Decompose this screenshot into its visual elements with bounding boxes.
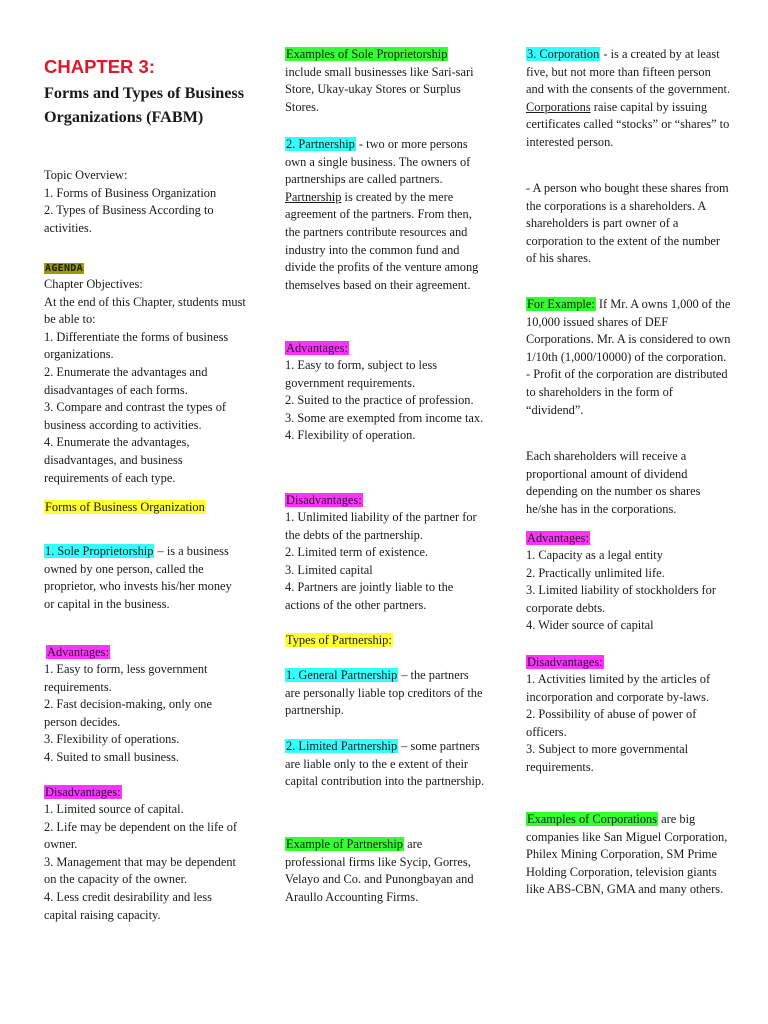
corporation-definition	[526, 46, 731, 152]
sole-advantages-label	[46, 643, 110, 662]
list-item: 2. Limited term of existence.	[285, 545, 429, 560]
partnership-disadvantages-label	[285, 491, 363, 510]
corporation-examples	[526, 811, 731, 899]
chapter-heading: CHAPTER 3:	[44, 56, 156, 77]
sole-examples-label: Examples of Sole Proprietorship	[286, 47, 448, 61]
advantages-label: Advantages:	[527, 531, 589, 545]
list-item: 3. Management that may be dependent on the capacity of the owner.	[44, 854, 236, 887]
types-of-partnership-label: Types of Partnership:	[286, 633, 392, 647]
topic-overview	[44, 167, 249, 237]
dividend-text: Each shareholders will receive a proportional amount of dividend depending on the number os shares he/she has in the corporations.	[526, 449, 701, 516]
sole-proprietorship-text: – is a business owned by one person, called the proprietor, who invests his/her money or capital in the business.	[44, 544, 232, 611]
objective-item: 2. Enumerate the advantages and disadvantages of each forms.	[44, 364, 208, 397]
forms-heading-text: Forms of Business Organization	[45, 500, 205, 514]
document-title: Forms and Types of Business Organizations (FABM)	[44, 84, 244, 126]
corporation-examples-label: Examples of Corporations	[527, 812, 658, 826]
advantages-label: Advantages:	[47, 645, 109, 659]
partnership-example-label: Example of Partnership	[286, 837, 403, 851]
corporation-text: - is a created by at least five, but not more than fifteen person and with the consents of the government.	[526, 47, 731, 97]
partnership-advantages-list	[285, 357, 485, 445]
agenda-text: AGENDA	[45, 263, 83, 274]
limited-partnership-label: 2. Limited Partnership	[286, 739, 398, 753]
disadvantages-label: Disadvantages:	[45, 785, 121, 799]
partnership-example	[285, 836, 485, 906]
general-partnership-label: 1. General Partnership	[286, 668, 398, 682]
types-of-partnership-heading	[285, 631, 393, 650]
list-item: 2. Suited to the practice of profession.	[285, 393, 474, 408]
sole-examples	[285, 46, 485, 116]
list-item: 1. Limited source of capital.	[44, 802, 184, 816]
corporation-example	[526, 296, 731, 419]
partnership-disadvantages-list	[285, 509, 485, 615]
corporations-word: Corporations	[526, 99, 591, 114]
limited-partnership-text: – some partners are liable only to the e extent of their capital contribution into the partnership.	[285, 739, 485, 789]
list-item: 4. Suited to small business.	[44, 749, 179, 764]
sole-proprietorship-definition	[44, 543, 244, 613]
list-item: 2. Possibility of abuse of power of officers.	[526, 707, 697, 739]
sole-examples-text: include small businesses like Sari-sari Store, Ukay-ukay Stores or Surplus Stores.	[285, 64, 474, 114]
partnership-definition	[285, 136, 485, 294]
sole-disadvantages-label	[44, 783, 122, 802]
list-item: 4. Wider source of capital	[526, 618, 654, 633]
corporation-disadvantages-label	[526, 653, 604, 672]
list-item: 2. Life may be dependent on the life of owner.	[44, 819, 238, 852]
corporation-advantages-list	[526, 547, 731, 635]
partnership-example-text: are professional firms like Sycip, Gorres, Velayo and Co. and Punongbayan and Araullo Accounting Firms.	[285, 837, 474, 904]
topic-overview-heading: Topic Overview:	[44, 168, 128, 182]
partnership-label: 2. Partnership	[286, 137, 355, 151]
shareholder-paragraph	[526, 180, 731, 268]
list-item: 3. Subject to more governmental requirements.	[526, 742, 689, 774]
corporation-advantages-label	[526, 529, 590, 548]
corporation-text-continued: raise capital by issuing certificates called “stocks” or “shares” to interested person.	[526, 99, 730, 149]
corporation-example-text: If Mr. A owns 1,000 of the 10,000 issued shares of DEF Corporations. Mr. A is considered to own 1/10th (1,000/10000) of the corporation.	[526, 297, 731, 364]
partnership-advantages-label	[285, 339, 349, 358]
topic-overview-item: 2. Types of Business According to activities.	[44, 203, 214, 235]
sole-proprietorship-label: 1. Sole Proprietorship	[45, 544, 154, 558]
disadvantages-label: Disadvantages:	[527, 655, 603, 669]
list-item: 1. Easy to form, subject to less government requirements.	[285, 358, 438, 390]
agenda-label	[44, 258, 84, 276]
corporation-label: 3. Corporation	[527, 47, 600, 61]
limited-partnership	[285, 738, 485, 791]
list-item: 2. Fast decision-making, only one person decides.	[44, 697, 212, 729]
list-item: 3. Some are exempted from income tax.	[285, 410, 484, 425]
list-item: 1. Unlimited liability of the partner for the debts of the partnership.	[285, 510, 477, 542]
list-item: 1. Capacity as a legal entity	[526, 548, 663, 562]
sole-disadvantages-list	[44, 801, 244, 924]
objective-item: 1. Differentiate the forms of business organizations.	[44, 329, 229, 362]
list-item: 3. Limited liability of stockholders for corporate debts.	[526, 583, 716, 615]
partnership-text-continued: is created by the mere agreement of the partners. From then, the partners contribute resources and industry into the common fund and divide the profits of the venture among themselves based on their agreement.	[285, 189, 479, 292]
objectives-intro: At the end of this Chapter, students must be able to:	[44, 294, 246, 327]
objectives-heading: Chapter Objectives:	[44, 277, 143, 291]
list-item: 3. Limited capital	[285, 562, 373, 577]
profit-text: - Profit of the corporation are distributed to shareholders in the form of “dividend”.	[526, 367, 728, 417]
list-item: 4. Flexibility of operation.	[285, 428, 416, 443]
general-partnership	[285, 667, 485, 720]
disadvantages-label: Disadvantages:	[286, 493, 362, 507]
list-item: 2. Practically unlimited life.	[526, 565, 665, 580]
corporation-disadvantages-list	[526, 671, 731, 777]
forms-heading	[44, 498, 206, 517]
partnership-text: - two or more persons own a single business. The owners of partnerships are called partners.	[285, 137, 471, 187]
topic-overview-item: 1. Forms of Business Organization	[44, 185, 217, 200]
chapter-objectives	[44, 276, 249, 487]
objective-item: 3. Compare and contrast the types of business according to activities.	[44, 400, 227, 432]
list-item: 1. Activities limited by the articles of incorporation and corporate by-laws.	[526, 672, 711, 704]
general-partnership-text: – the partners are personally liable top creditors of the partnership.	[285, 668, 483, 718]
corporation-examples-text: are big companies like San Miguel Corporation, Philex Mining Corporation, SM Prime Holding Corporation, television giants like ABS-CBN, GMA and many others.	[526, 812, 728, 897]
objective-item: 4. Enumerate the advantages, disadvantages, and business requirements of each type.	[44, 435, 190, 485]
sole-advantages-list	[44, 661, 244, 767]
dividend-paragraph	[526, 448, 731, 518]
list-item: 1. Easy to form, less government requirements.	[44, 662, 208, 694]
list-item: 4. Less credit desirability and less capital raising capacity.	[44, 889, 212, 922]
list-item: 4. Partners are jointly liable to the actions of the other partners.	[285, 580, 454, 612]
partnership-word: Partnership	[285, 189, 342, 204]
list-item: 3. Flexibility of operations.	[44, 732, 180, 747]
advantages-label: Advantages:	[286, 341, 348, 355]
corporation-example-label: For Example:	[527, 297, 595, 311]
shareholder-text: - A person who bought these shares from the corporations is a shareholders. A shareholders is part owner of a corporation to the extent of the number of his shares.	[526, 181, 729, 266]
